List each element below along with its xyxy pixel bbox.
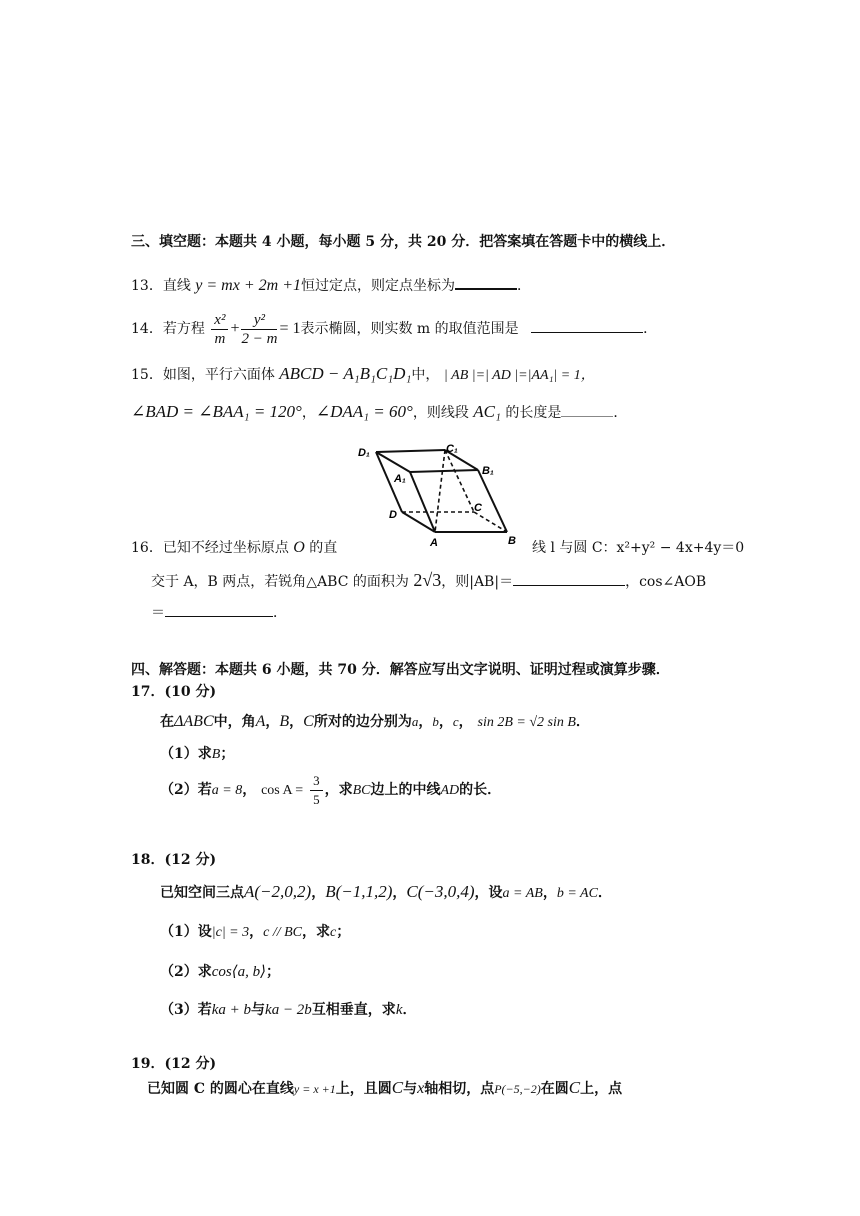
q17-p2-denominator: 5 [313, 791, 320, 807]
q19-stem-d: 轴相切，点 [424, 1081, 495, 1097]
q17-part1 [160, 744, 234, 765]
section4-heading: 四、解答题：本题共 6 小题，共 70 分．解答应写出文字说明、证明过程或演算步骤． [131, 662, 670, 678]
q16-text-b: 的直 [309, 540, 338, 556]
q14-text-b: 表示椭圆，则实数 m 的取值范围是 [300, 321, 519, 337]
q19-c: C [391, 1078, 404, 1097]
q14-f2-numerator: y² [241, 311, 277, 330]
q18-p1-text: ，求 [302, 924, 330, 940]
q17-header: 17．(10 分) [131, 684, 217, 700]
q18-p3-end: ． [402, 1002, 417, 1018]
q13-number: 13． [131, 278, 163, 294]
q17-p1-label: （1）求 [160, 746, 212, 762]
q18-point-c: C(−3,0,4) [406, 882, 475, 901]
q16-origin: O [293, 539, 305, 556]
q16-number: 16． [131, 540, 163, 556]
q17-stem-c: 所对的边分别为 [313, 714, 412, 730]
q16-line3-a: ＝ [151, 605, 165, 621]
q18-p3-expr1: ka + b [211, 1002, 252, 1018]
q16-text-a: 已知不经过坐标原点 [162, 540, 289, 556]
q16-line2-b: ，则|AB|＝ [441, 574, 514, 590]
q15-condition: | AB |=| AD |=|AA₁| = 1， [443, 368, 595, 383]
q15-text-d: 的长度是 [505, 405, 562, 421]
q17-p2-text2: 边上的中线 [370, 782, 441, 798]
q17-p2-a: a = 8 [211, 783, 243, 798]
q18-p2-label: （2）求 [160, 964, 212, 980]
q18-p3-mid: 与 [251, 1002, 266, 1018]
figure-label-a: A [430, 537, 438, 549]
q18-p3-expr2: ka − 2b [265, 1002, 312, 1018]
q17-stem: 在ΔABC中，角A，B，C所对的边分别为a，b，c， sin 2B = √2 sin B． [160, 713, 590, 730]
q19-point-p: P(−5,−2) [494, 1082, 541, 1096]
q15-text-a: 如图，平行六面体 [162, 367, 275, 383]
q14-fraction-2 [241, 311, 277, 348]
q17-side-a: a [411, 714, 419, 729]
q13-equation: y = mx + 2m +1 [195, 277, 301, 294]
figure-label-d1: D₁ [358, 447, 370, 459]
q19-stem-c: 与 [403, 1081, 418, 1097]
q15-solid: ABCD − A₁B₁C₁D₁ [279, 364, 412, 383]
q17-stem-b: 中，角 [213, 714, 256, 730]
q18-p1-c: c [330, 925, 337, 940]
q16-end: ． [273, 605, 287, 621]
figure-label-c1: C₁ [446, 443, 458, 455]
q17-stem-a: 在 [160, 714, 174, 730]
q17-p2-ad: AD [440, 783, 460, 798]
q17-side-b: b [432, 714, 439, 729]
q18-header: 18．(12 分) [131, 852, 217, 868]
q18-stem-b: ，设 [474, 885, 503, 901]
q17-p2-label: （2）若 [160, 782, 212, 798]
q19-stem-b: 上，且圆 [335, 1081, 392, 1097]
parallelepiped-figure [356, 438, 526, 550]
q18-part2 [160, 962, 280, 982]
q19-stem-e: 在圆 [540, 1081, 569, 1097]
q16-area: 2√3 [413, 570, 442, 590]
q17-end: ． [575, 714, 590, 730]
q17-part2: （2）若a = 8， cos A = $\frac{3}{5}$ ，求BC边上的中线AD的长． [160, 772, 502, 807]
figure-label-c: C [474, 502, 482, 514]
q18-stem-a: 已知空间三点 [160, 885, 244, 901]
q19-header: 19．(12 分) [131, 1056, 217, 1072]
question-16 [131, 538, 337, 558]
q19-stem-a: 已知圆 C 的圆心在直线 [147, 1081, 294, 1097]
q14-f1-denominator: m [214, 330, 226, 347]
q17-p2-end: 的长． [459, 782, 502, 798]
q18-p1-end: ； [336, 924, 351, 940]
q18-part3 [160, 1000, 416, 1020]
q18-vector-b: b = AC [556, 886, 598, 901]
q15-end: ． [613, 405, 628, 421]
q16-ab-blank[interactable] [513, 571, 625, 586]
q18-stem: 已知空间三点A(−2,0,2)，B(−1,1,2)，C(−3,0,4)，设a = AB，b = AC． [160, 882, 612, 901]
q19-stem-f: 上，点 [580, 1081, 623, 1097]
q18-p2-cos: cos⟨a, b⟩ [211, 964, 266, 980]
q13-text-a: 直线 [162, 278, 191, 294]
q18-p3-label: （3）若 [160, 1002, 212, 1018]
q17-p2-fraction [310, 772, 323, 809]
q16-text-c: 线 l 与圆 C：x²+y² − 4x+4y＝0 [532, 540, 745, 556]
q18-p1-parallel: c // BC [263, 925, 302, 940]
q14-number: 14． [131, 321, 163, 337]
q19-x: x [417, 1080, 425, 1097]
q15-angles-1: ∠BAD = ∠BAA₁ = 120° [131, 402, 302, 421]
q18-p1-norm: |c| = 3 [211, 925, 250, 940]
q13-end: ． [516, 278, 531, 294]
q14-plus: + [230, 320, 240, 337]
q19-stem [147, 1078, 622, 1099]
q15-answer-blank[interactable] [561, 402, 613, 417]
q17-p2-numerator: 3 [310, 772, 323, 791]
q14-f1-numerator: x² [211, 311, 228, 330]
q14-answer-blank[interactable] [531, 318, 643, 333]
q17-side-c: c [452, 714, 459, 729]
q18-p1-label: （1）设 [160, 924, 212, 940]
q16-cos-blank[interactable] [165, 602, 273, 617]
q18-end: ． [597, 885, 612, 901]
q14-fraction-1 [211, 311, 228, 348]
q15-number: 15． [131, 367, 163, 383]
q16-line2-a: 交于 A，B 两点，若锐角△ABC 的面积为 [151, 574, 409, 590]
q17-angle-c: C [303, 713, 314, 730]
q17-p2-text: ，求 [324, 782, 353, 798]
q18-vector-a: a = AB [502, 886, 543, 901]
q13-answer-blank[interactable] [455, 274, 517, 290]
q15-text-c: ，则线段 [412, 405, 469, 421]
q14-text-a: 若方程 [162, 321, 205, 337]
q17-p1-end: ； [220, 746, 235, 762]
q17-p1-var: B [211, 747, 221, 762]
q18-point-b: B(−1,1,2) [325, 882, 393, 901]
q15-text-b: 中， [411, 367, 440, 383]
q13-text-b: 恒过定点，则定点坐标为 [300, 278, 455, 294]
q14-f2-denominator: 2 − m [241, 330, 278, 347]
q14-end: ． [643, 321, 658, 337]
figure-label-b: B [508, 535, 516, 547]
q15-angles-2: ∠DAA₁ = 60° [315, 402, 413, 421]
q15-segment: AC₁ [473, 402, 501, 421]
q18-p3-text: 互相垂直，求 [311, 1002, 396, 1018]
q17-angle-a: A [255, 713, 266, 730]
figure-label-d: D [389, 509, 397, 521]
question-14 [131, 306, 657, 352]
q15-sep: ， [301, 405, 316, 421]
figure-label-b1: B₁ [482, 465, 494, 477]
q16-line2-c: ，cos∠AOB [625, 574, 707, 590]
section3-heading: 三、填空题：本题共 4 小题，每小题 5 分，共 20 分．把答案填在答题卡中的横线上． [131, 234, 676, 250]
q17-p2-cos: cos A = [261, 783, 304, 798]
question-15 [131, 364, 595, 386]
q18-part1: （1）设|c| = 3，c // BC，求c； [160, 924, 351, 940]
q17-p2-bc: BC [352, 783, 371, 798]
figure-label-a1: A₁ [394, 473, 406, 485]
q18-point-a: A(−2,0,2) [244, 882, 312, 901]
question-16-line2 [151, 570, 706, 592]
q14-equals: = 1 [279, 320, 301, 337]
q17-triangle: ΔABC [174, 713, 214, 730]
q19-c2: C [568, 1078, 581, 1097]
q17-equation: sin 2B = √2 sin B [477, 715, 576, 730]
q17-angle-b: B [279, 713, 290, 730]
q18-p2-end: ； [265, 964, 280, 980]
question-16-line3 [151, 602, 287, 623]
question-13 [131, 274, 531, 296]
q19-line: y = x +1 [293, 1082, 336, 1096]
q18-p3-k: k [395, 1002, 403, 1018]
question-15-line2 [131, 402, 627, 423]
